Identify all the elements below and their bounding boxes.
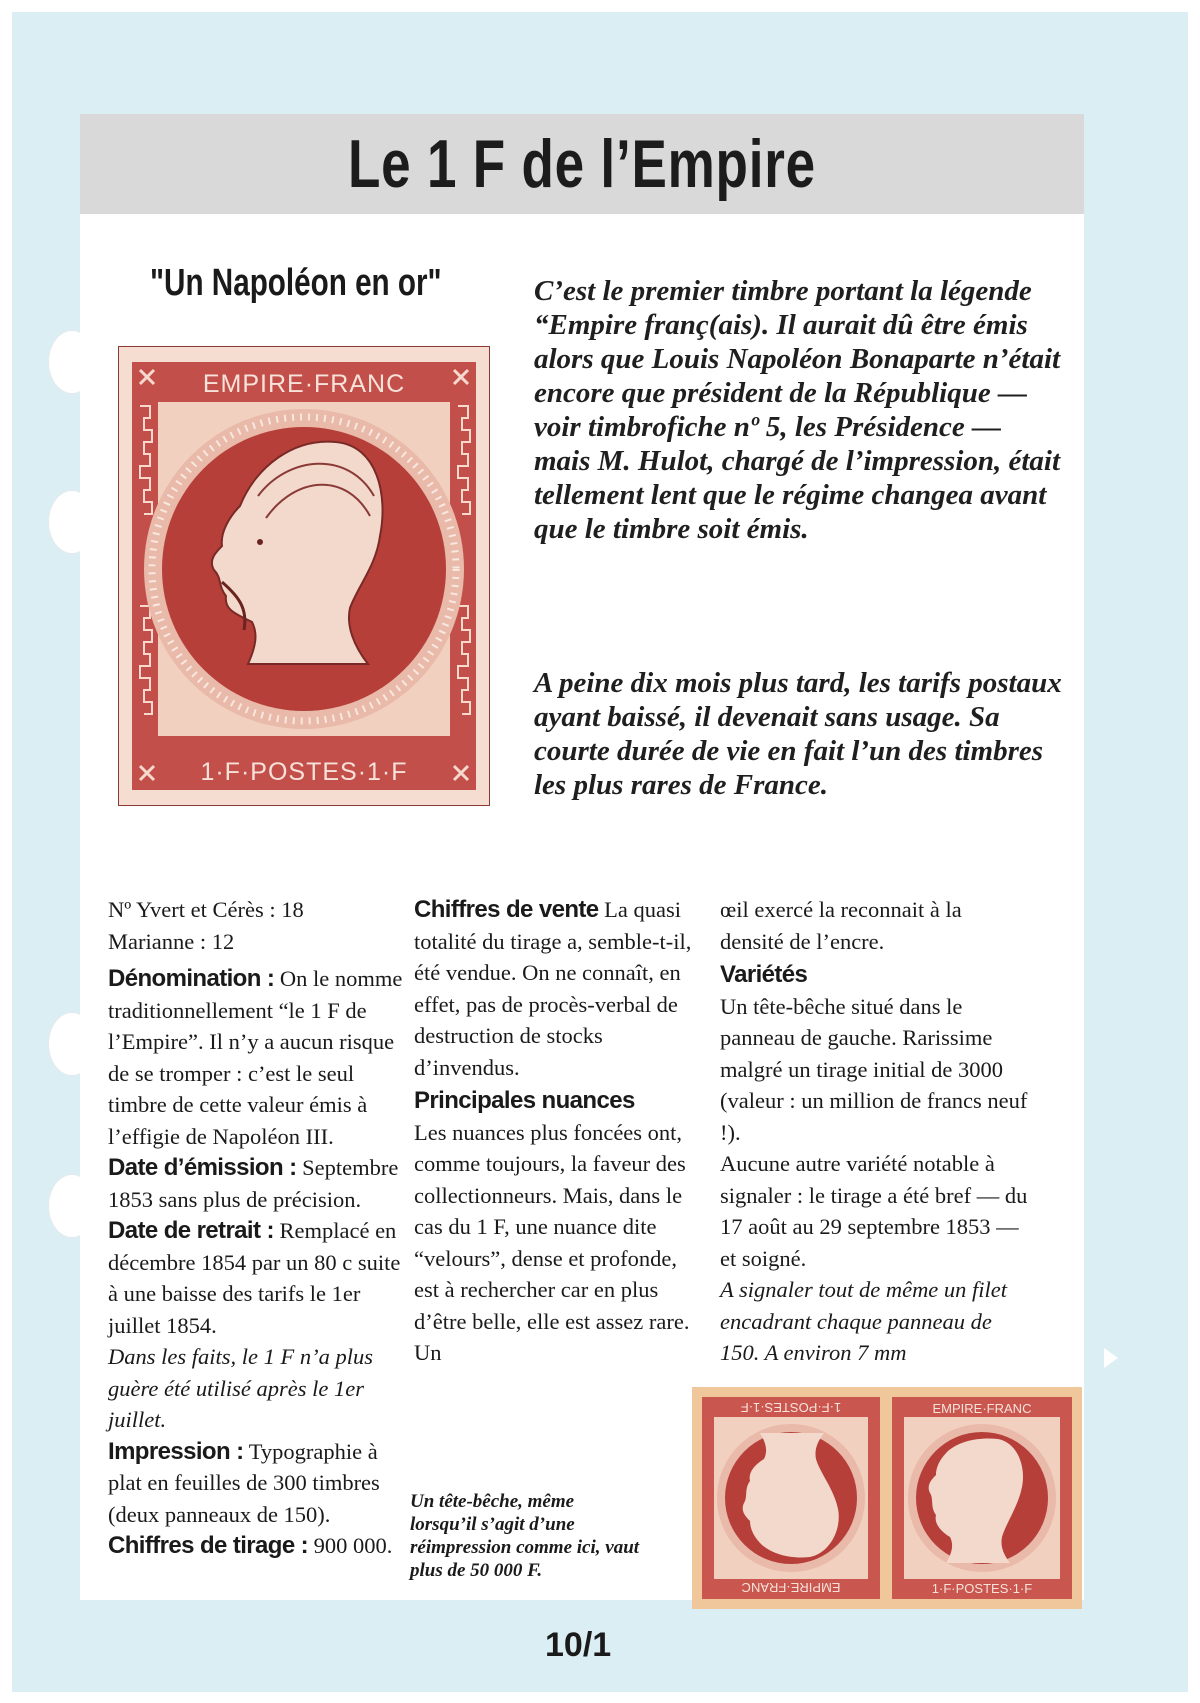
tirage-paragraph: Chiffres de tirage : 900 000. bbox=[108, 1532, 393, 1559]
section-heading: Chiffres de tirage : bbox=[108, 1532, 309, 1559]
varietes-note: A signaler tout de même un filet encadrant chaque panneau de 150. A environ 7 mm bbox=[720, 1277, 1008, 1365]
image-caption: Un tête-bêche, même lorsqu’il s’agit d’une réimpression comme ici, vaut plus de 50 000 F. bbox=[410, 1491, 640, 1581]
stamp-illustration bbox=[118, 346, 490, 806]
document-sheet bbox=[80, 114, 1084, 1600]
marianne-reference: Marianne : 12 bbox=[108, 928, 235, 954]
intro-paragraph: A peine dix mois plus tard, les tarifs postaux ayant baissé, il devenait sans usage. Sa courte durée de vie en fait l’un des timbres les plus rares de France. bbox=[534, 667, 1062, 801]
column-1 bbox=[108, 894, 410, 1562]
stamp-bottom-legend: 1·F·POSTES·1·F bbox=[200, 758, 408, 786]
nuances-paragraph: Les nuances plus foncées ont, comme toujours, la faveur des collectionneurs. Mais, dans le cas du 1 F, une nuance dite “velours”, dense et profonde, est à rechercher car en plus d’être belle, elle est assez rare. Un bbox=[414, 1119, 690, 1365]
page-number: 10/1 bbox=[545, 1626, 612, 1664]
column-3 bbox=[720, 894, 1030, 1369]
varietes-paragraph: Un tête-bêche situé dans le panneau de gauche. Rarissime malgré un tirage initial de 3000 (valeur : un million de francs neuf !). bbox=[720, 993, 1028, 1145]
retrait-paragraph: Date de retrait : Remplacé en décembre 1854 par un 80 c suite à une baisse des tarifs le 1er juillet 1854. bbox=[108, 1217, 401, 1338]
pair-right-top-legend: EMPIRE·FRANC bbox=[932, 1401, 1032, 1416]
stamp-top-legend: EMPIRE·FRANC bbox=[202, 370, 406, 398]
pair-left-top-legend: 1·F·POSTES·1·F bbox=[740, 1400, 842, 1415]
title-band bbox=[80, 114, 1084, 214]
column-2 bbox=[414, 894, 704, 1369]
section-heading: Principales nuances bbox=[414, 1087, 635, 1114]
pair-left-bottom-legend: EMPIRE·FRANC bbox=[741, 1580, 841, 1595]
nuances-continued: œil exercé la reconnait à la densité de l’encre. bbox=[720, 897, 962, 954]
denomination-paragraph: Dénomination : On le nomme traditionnellement “le 1 F de l’Empire”. Il n’y a aucun risque de se tromper : c’est le seul timbre de cette valeur émis à l’effigie de Napoléon III. bbox=[108, 965, 403, 1149]
yvert-reference: Nº Yvert et Cérès : 18 bbox=[108, 897, 304, 922]
varietes-paragraph: Aucune autre variété notable à signaler : le tirage a été bref — du 17 août au 29 septembre 1853 — et soigné. bbox=[720, 1151, 1028, 1271]
section-heading: Impression : bbox=[108, 1437, 244, 1465]
section-heading: Dénomination : bbox=[108, 965, 275, 992]
section-heading: Chiffres de vente bbox=[414, 896, 599, 923]
section-heading: Date de retrait : bbox=[108, 1217, 274, 1244]
next-page-arrow-icon bbox=[1104, 1348, 1118, 1368]
emission-paragraph: Date d’émission : Septembre 1853 sans plus de précision. bbox=[108, 1154, 399, 1212]
tete-beche-stamp-pair bbox=[692, 1387, 1082, 1609]
page-background bbox=[12, 12, 1188, 1692]
section-heading: Date d’émission : bbox=[108, 1154, 297, 1181]
impression-paragraph: Impression : Typographie à plat en feuilles de 300 timbres (deux panneaux de 150). bbox=[108, 1437, 380, 1527]
page-title: Le 1 F de l’Empire bbox=[348, 126, 816, 202]
intro-paragraph: C’est le premier timbre portant la légende “Empire franç(ais). Il aurait dû être émis alors que Louis Napoléon Bonaparte n’était encore que président de la République — voir timbrofiche nº 5, les Présidence — mais M. Hulot, chargé de l’impression, était tellement lent que le régime changea avant que le timbre soit émis. bbox=[534, 275, 1061, 545]
retrait-note: Dans les faits, le 1 F n’a plus guère été utilisé après le 1er juillet. bbox=[108, 1344, 373, 1432]
section-heading: Variétés bbox=[720, 961, 808, 988]
subtitle: "Un Napoléon en or" bbox=[150, 262, 442, 304]
vente-paragraph: Chiffres de vente La quasi totalité du tirage a, semble-t-il, été vendue. On ne connaît, en effet, pas de procès-verbal de destruction de stocks d’invendus. bbox=[414, 896, 692, 1080]
pair-right-bottom-legend: 1·F·POSTES·1·F bbox=[931, 1581, 1033, 1596]
